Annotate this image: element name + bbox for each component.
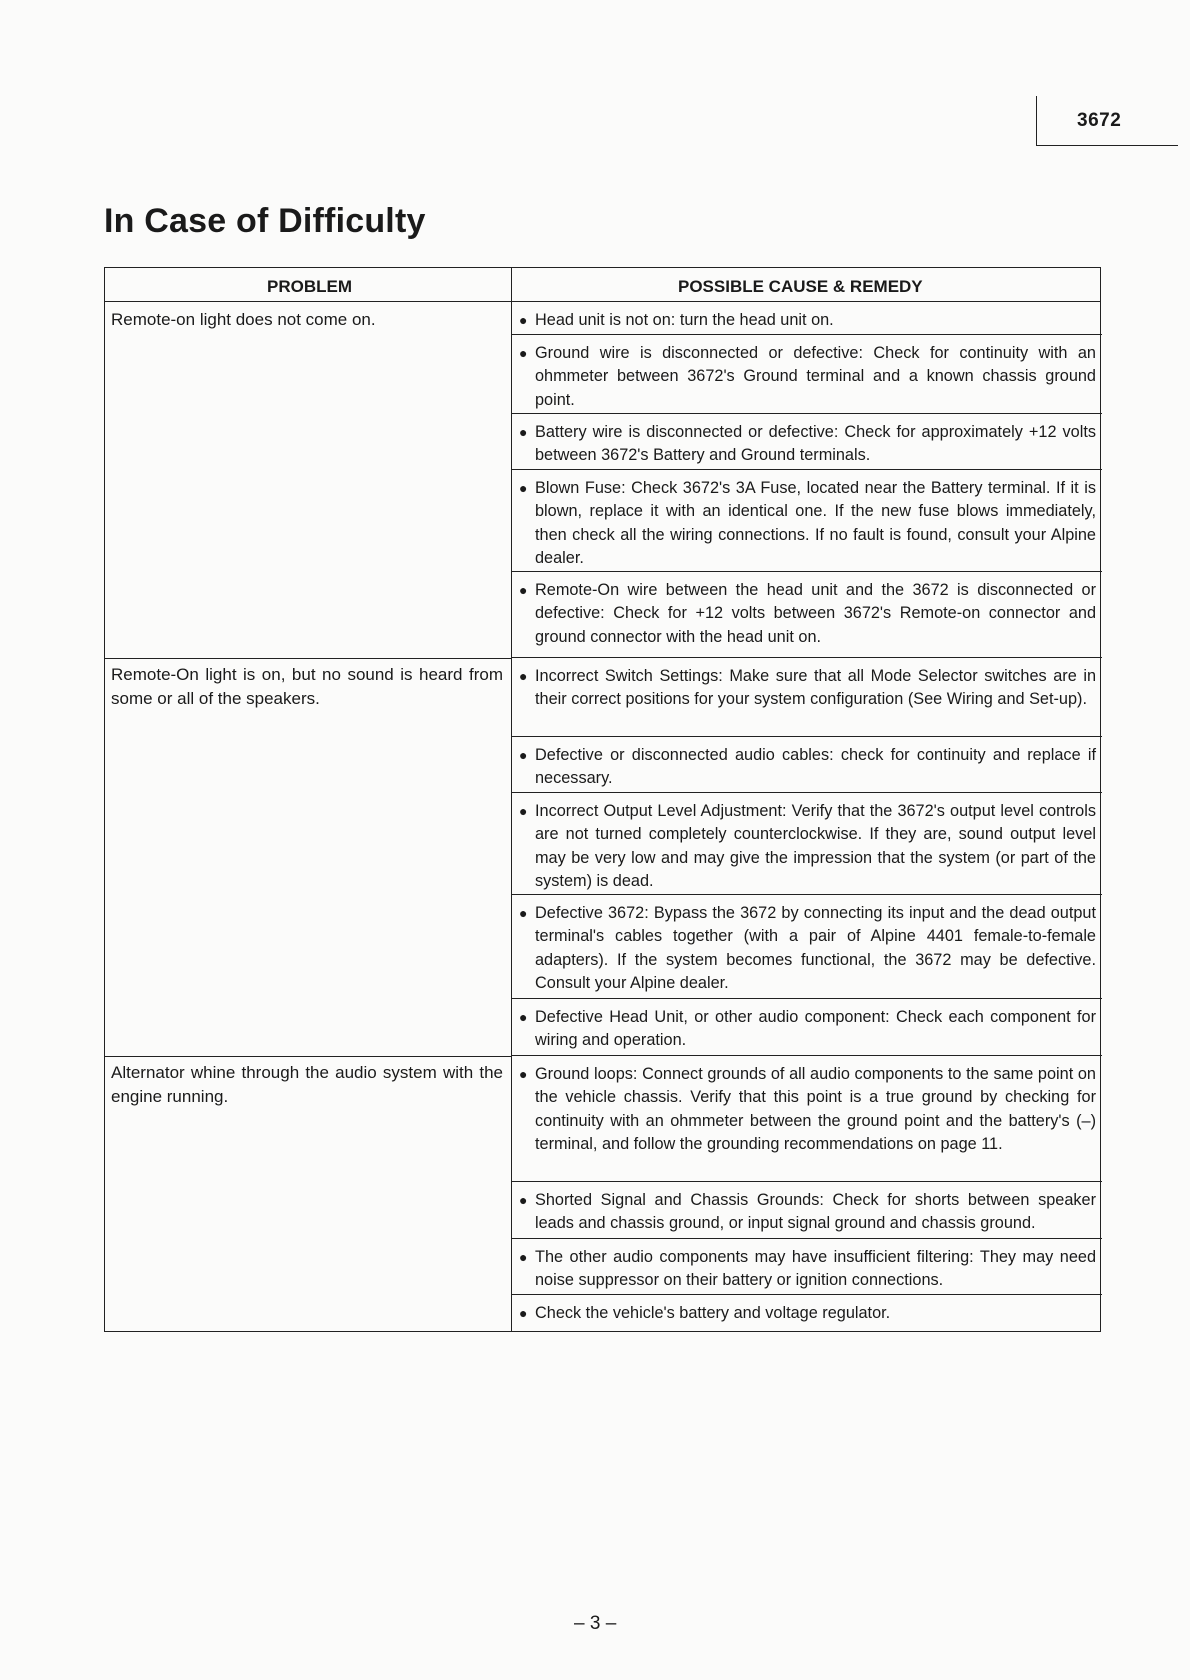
remedy-text: Battery wire is disconnected or defective: Check for approximately +12 volts between 3672's Battery and Ground terminals. (535, 423, 1096, 465)
remedy-text: Remote-On wire between the head unit and the 3672 is disconnected or defective: Check for +12 volts between 3672's Remote-on connector and ground connector with the head unit on. (535, 581, 1096, 646)
problem-column-header: PROBLEM (267, 277, 352, 296)
troubleshooting-table (104, 267, 1101, 1332)
problem-separator (105, 1056, 511, 1057)
remedy-cell (511, 1239, 1102, 1295)
table-header-row (105, 268, 1100, 302)
remedy-text: The other audio components may have insufficient filtering: They may need noise suppressor on their battery or ignition connections. (535, 1248, 1096, 1290)
problem-cell: Remote-on light does not come on. (111, 310, 376, 329)
remedy-cell (511, 470, 1102, 572)
remedy-text: Incorrect Switch Settings: Make sure that all Mode Selector switches are in their correct positions for your system configuration (See Wiring and Set-up). (535, 667, 1096, 709)
remedy-text: Incorrect Output Level Adjustment: Verify that the 3672's output level controls are not turned completely counterclockwise. If they are, sound output level may be very low and may give the impression that the system (or part of the system) is dead. (535, 802, 1096, 890)
remedy-cell (511, 414, 1102, 470)
bullet-icon: ● (519, 1305, 528, 1321)
remedy-cell (511, 793, 1102, 895)
remedy-cell (511, 335, 1102, 414)
remedy-text: Blown Fuse: Check 3672's 3A Fuse, located near the Battery terminal. If it is blown, replace it with an identical one. If the new fuse blows immediately, then check all the wiring connections. If no fault is found, consult your Alpine dealer. (535, 479, 1096, 567)
remedy-cell (511, 1182, 1102, 1239)
remedy-text: Head unit is not on: turn the head unit on. (535, 311, 834, 329)
remedy-cell (511, 572, 1102, 658)
bullet-icon: ● (519, 1009, 528, 1025)
problem-cell: Alternator whine through the audio system with the engine running. (111, 1063, 503, 1106)
bullet-icon: ● (519, 582, 528, 598)
remedy-text: Shorted Signal and Chassis Grounds: Check for shorts between speaker leads and chassis ground, or input signal ground and chassis ground. (535, 1191, 1096, 1233)
bullet-icon: ● (519, 668, 528, 684)
remedy-cell (511, 1056, 1102, 1182)
remedy-text: Ground loops: Connect grounds of all audio components to the same point on the vehicle chassis. Verify that this point is a true ground by checking for continuity with an ohmmeter between the ground point and the battery's (–) terminal, and follow the grounding recommendations on page 11. (535, 1065, 1096, 1153)
bullet-icon: ● (519, 1066, 528, 1082)
bullet-icon: ● (519, 424, 528, 440)
remedy-cell (511, 302, 1102, 335)
bullet-icon: ● (519, 312, 528, 328)
remedy-text: Check the vehicle's battery and voltage regulator. (535, 1304, 891, 1322)
page-title: In Case of Difficulty (104, 202, 426, 240)
bullet-icon: ● (519, 1192, 528, 1208)
remedy-text: Ground wire is disconnected or defective: Check for continuity with an ohmmeter between 3672's Ground terminal and a known chassis ground point. (535, 344, 1096, 409)
remedy-text: Defective 3672: Bypass the 3672 by connecting its input and the dead output terminal's cables together (with a pair of Alpine 4401 female-to-female adapters). If the system becomes functional, the 3672 may be defective. Consult your Alpine dealer. (535, 904, 1096, 992)
bullet-icon: ● (519, 803, 528, 819)
remedy-cell (511, 737, 1102, 793)
bullet-icon: ● (519, 345, 528, 361)
bullet-icon: ● (519, 905, 528, 921)
model-number: 3672 (1077, 110, 1122, 131)
bullet-icon: ● (519, 480, 528, 496)
model-number-box (1036, 96, 1178, 146)
problem-cell: Remote-On light is on, but no sound is heard from some or all of the speakers. (111, 665, 503, 708)
remedy-text: Defective or disconnected audio cables: check for continuity and replace if necessary. (535, 746, 1096, 788)
remedy-text: Defective Head Unit, or other audio component: Check each component for wiring and operation. (535, 1008, 1096, 1050)
remedy-cell (511, 999, 1102, 1056)
bullet-icon: ● (519, 1249, 528, 1265)
remedy-cell (511, 895, 1102, 999)
remedy-cell (511, 658, 1102, 737)
remedy-column-header: POSSIBLE CAUSE & REMEDY (678, 277, 923, 296)
problem-separator (105, 658, 511, 659)
bullet-icon: ● (519, 747, 528, 763)
page-number: – 3 – (574, 1613, 617, 1634)
remedy-cell (511, 1295, 1102, 1331)
